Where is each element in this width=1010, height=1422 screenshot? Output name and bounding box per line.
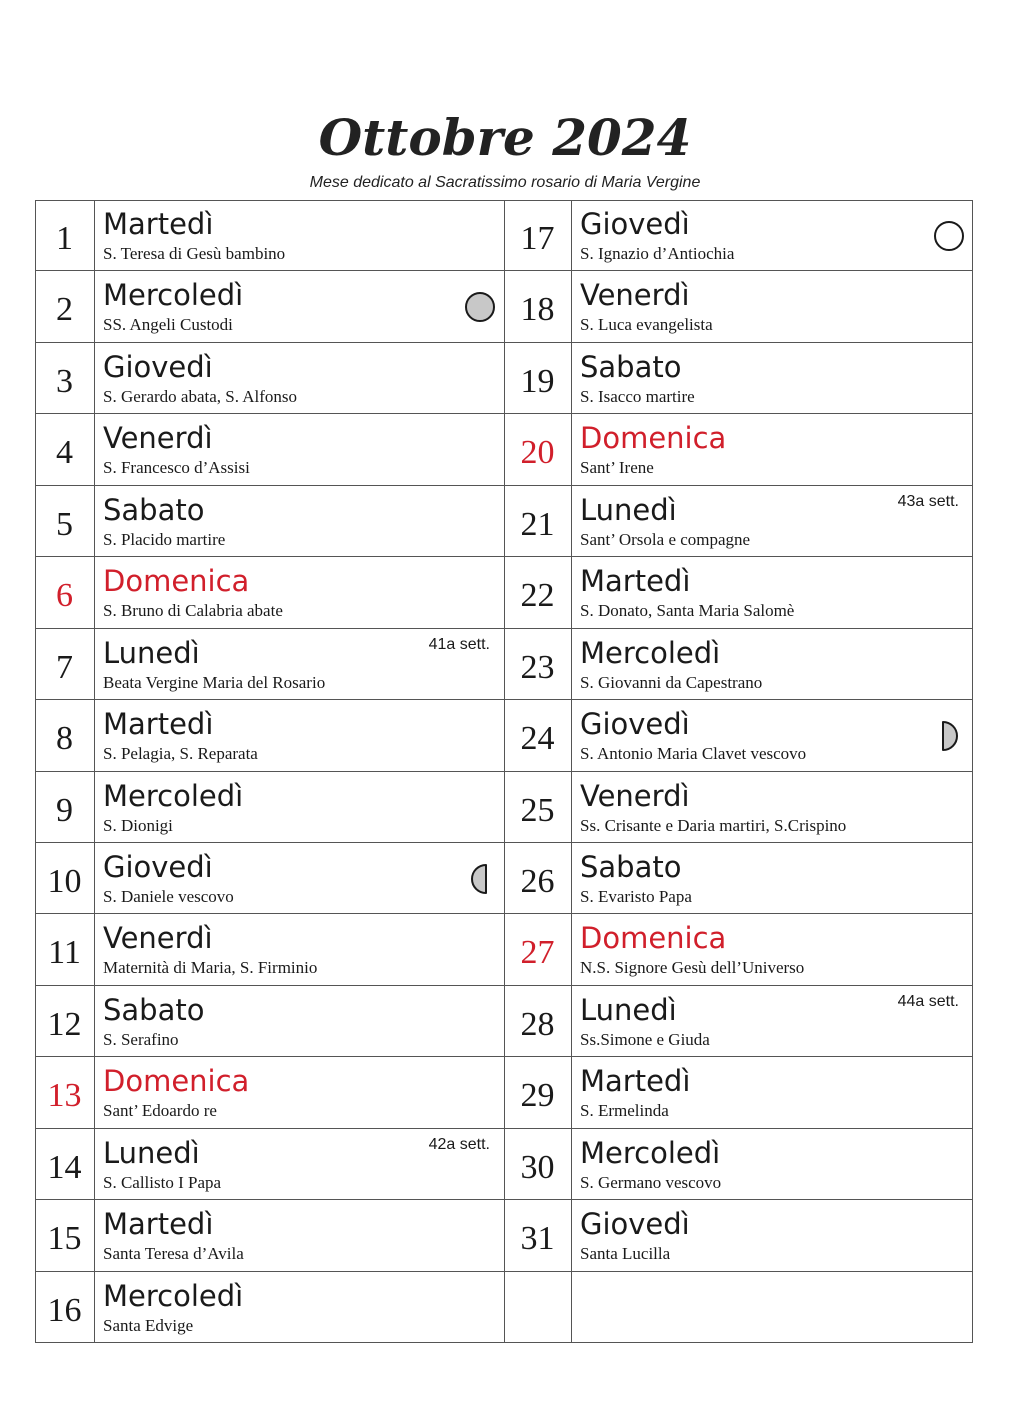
day-number: 13 [47, 1077, 82, 1115]
day-row [504, 557, 973, 628]
day-name: Giovedì [103, 349, 213, 384]
saint-name: S. Callisto I Papa [103, 1172, 222, 1192]
day-number: 6 [56, 577, 73, 615]
day-number: 11 [48, 934, 81, 972]
day-row [504, 343, 973, 414]
day-row [35, 486, 504, 557]
day-name: Venerdì [103, 421, 213, 456]
saint-name: S. Placido martire [103, 529, 226, 549]
day-number: 28 [520, 1005, 555, 1043]
day-number: 16 [47, 1291, 82, 1329]
saint-name: S. Dionigi [103, 815, 173, 835]
day-number: 20 [520, 434, 555, 472]
day-row [504, 200, 973, 271]
saint-name: Ss.Simone e Giuda [580, 1029, 710, 1049]
day-row [35, 843, 504, 914]
day-name: Domenica [103, 564, 250, 599]
saint-name: Sant’ Irene [580, 458, 654, 478]
day-row [35, 200, 504, 271]
saint-name: S. Antonio Maria Clavet vescovo [580, 744, 807, 764]
week-number: 41a sett. [428, 635, 490, 653]
saint-name: S. Germano vescovo [580, 1172, 722, 1192]
day-row [35, 271, 504, 342]
day-name: Lunedì [580, 992, 677, 1027]
day-number: 27 [520, 934, 555, 972]
week-number: 43a sett. [897, 492, 959, 510]
saint-name: Beata Vergine Maria del Rosario [103, 672, 326, 692]
day-number: 26 [520, 862, 555, 900]
day-name: Sabato [580, 849, 682, 884]
day-row [35, 986, 504, 1057]
new-moon-icon [464, 291, 496, 323]
day-name: Domenica [103, 1064, 250, 1099]
saint-name: Santa Lucilla [580, 1244, 671, 1264]
day-name: Mercoledì [580, 1135, 721, 1170]
day-name: Giovedì [580, 1207, 690, 1242]
day-number: 30 [520, 1148, 555, 1186]
day-name: Giovedì [580, 707, 690, 742]
day-row [504, 414, 973, 485]
saint-name: S. Teresa di Gesù bambino [103, 244, 286, 263]
day-number: 25 [520, 791, 555, 829]
day-row [35, 1200, 504, 1271]
day-name: Lunedì [103, 635, 200, 670]
day-number: 17 [520, 220, 555, 257]
day-name: Sabato [103, 992, 205, 1027]
day-name: Giovedì [103, 849, 213, 884]
page-subtitle: Mese dedicato al Sacratissimo rosario di Maria Vergine [309, 174, 701, 191]
day-row [35, 772, 504, 843]
day-name: Venerdì [103, 921, 213, 956]
day-number: 14 [47, 1148, 82, 1186]
saint-name: S. Isacco martire [580, 386, 695, 406]
day-number: 1 [56, 220, 73, 257]
day-number: 7 [56, 648, 73, 686]
saint-name: S. Luca evangelista [580, 315, 713, 335]
saint-name: SS. Angeli Custodi [103, 315, 233, 335]
saint-name: S. Francesco d’Assisi [103, 458, 250, 478]
day-row [35, 1272, 504, 1343]
day-row [504, 986, 973, 1057]
day-number: 8 [56, 720, 73, 758]
day-number: 10 [47, 862, 82, 900]
day-row [504, 914, 973, 985]
day-name: Mercoledì [103, 1278, 244, 1313]
day-row [35, 629, 504, 700]
day-number: 12 [47, 1005, 82, 1043]
day-row [504, 629, 973, 700]
day-row [35, 914, 504, 985]
day-row [504, 700, 973, 771]
page-title: Ottobre 2024 [318, 108, 692, 167]
day-row [35, 343, 504, 414]
day-number: 2 [56, 291, 73, 329]
day-number: 23 [520, 648, 555, 686]
saint-name: S. Ignazio d’Antiochia [580, 244, 735, 263]
day-name: Domenica [580, 421, 727, 456]
saint-name: S. Daniele vescovo [103, 886, 234, 906]
day-number: 29 [520, 1077, 555, 1115]
day-name: Sabato [580, 349, 682, 384]
day-number: 21 [520, 505, 555, 543]
day-name: Martedì [580, 1064, 691, 1099]
saint-name: S. Gerardo abata, S. Alfonso [103, 386, 298, 406]
day-row [35, 414, 504, 485]
day-row [504, 1129, 973, 1200]
day-number: 24 [520, 720, 555, 758]
saint-name: Santa Teresa d’Avila [103, 1244, 244, 1264]
day-row [504, 271, 973, 342]
saint-name: Maternità di Maria, S. Firminio [103, 958, 318, 978]
day-number: 5 [56, 505, 73, 543]
saint-name: S. Pelagia, S. Reparata [103, 744, 258, 764]
saint-name: S. Evaristo Papa [580, 886, 692, 906]
day-row [504, 1057, 973, 1128]
day-name: Mercoledì [580, 635, 721, 670]
week-number: 44a sett. [897, 992, 959, 1010]
saint-name: S. Serafino [103, 1029, 179, 1049]
saint-name: S. Giovanni da Capestrano [580, 672, 763, 692]
day-number: 15 [47, 1220, 82, 1258]
day-name: Venerdì [580, 778, 690, 813]
day-number: 3 [56, 362, 73, 400]
day-name: Martedì [103, 707, 214, 742]
day-name: Giovedì [580, 207, 690, 241]
saint-name: Sant’ Edoardo re [103, 1101, 217, 1121]
day-row [504, 772, 973, 843]
day-row [504, 1200, 973, 1271]
day-row [35, 700, 504, 771]
day-name: Venerdì [580, 278, 690, 313]
day-number: 31 [520, 1220, 555, 1258]
day-number: 19 [520, 362, 555, 400]
saint-name: S. Ermelinda [580, 1101, 669, 1121]
day-row [504, 486, 973, 557]
full-moon-icon [933, 220, 965, 252]
day-number: 18 [520, 291, 555, 329]
day-name: Lunedì [103, 1135, 200, 1170]
day-number: 4 [56, 434, 73, 472]
day-name: Mercoledì [103, 778, 244, 813]
last-quarter-icon [933, 720, 965, 752]
day-name: Martedì [103, 1207, 214, 1242]
day-name: Lunedì [580, 492, 677, 527]
day-name: Martedì [580, 564, 691, 599]
calendar-grid [35, 200, 973, 1343]
week-number: 42a sett. [428, 1135, 490, 1153]
day-row [35, 1129, 504, 1200]
day-name: Martedì [103, 207, 214, 241]
saint-name: Ss. Crisante e Daria martiri, S.Crispino [580, 815, 847, 835]
day-row [35, 1057, 504, 1128]
day-name: Sabato [103, 492, 205, 527]
day-row [35, 557, 504, 628]
day-number: 22 [520, 577, 555, 615]
saint-name: S. Donato, Santa Maria Salomè [580, 601, 795, 621]
saint-name: Sant’ Orsola e compagne [580, 529, 751, 549]
day-row [504, 843, 973, 914]
day-name: Mercoledì [103, 278, 244, 313]
day-name: Domenica [580, 921, 727, 956]
first-quarter-icon [464, 863, 496, 895]
saint-name: S. Bruno di Calabria abate [103, 601, 283, 621]
saint-name: Santa Edvige [103, 1315, 194, 1335]
saint-name: N.S. Signore Gesù dell’Universo [580, 958, 805, 978]
day-number: 9 [56, 791, 73, 829]
